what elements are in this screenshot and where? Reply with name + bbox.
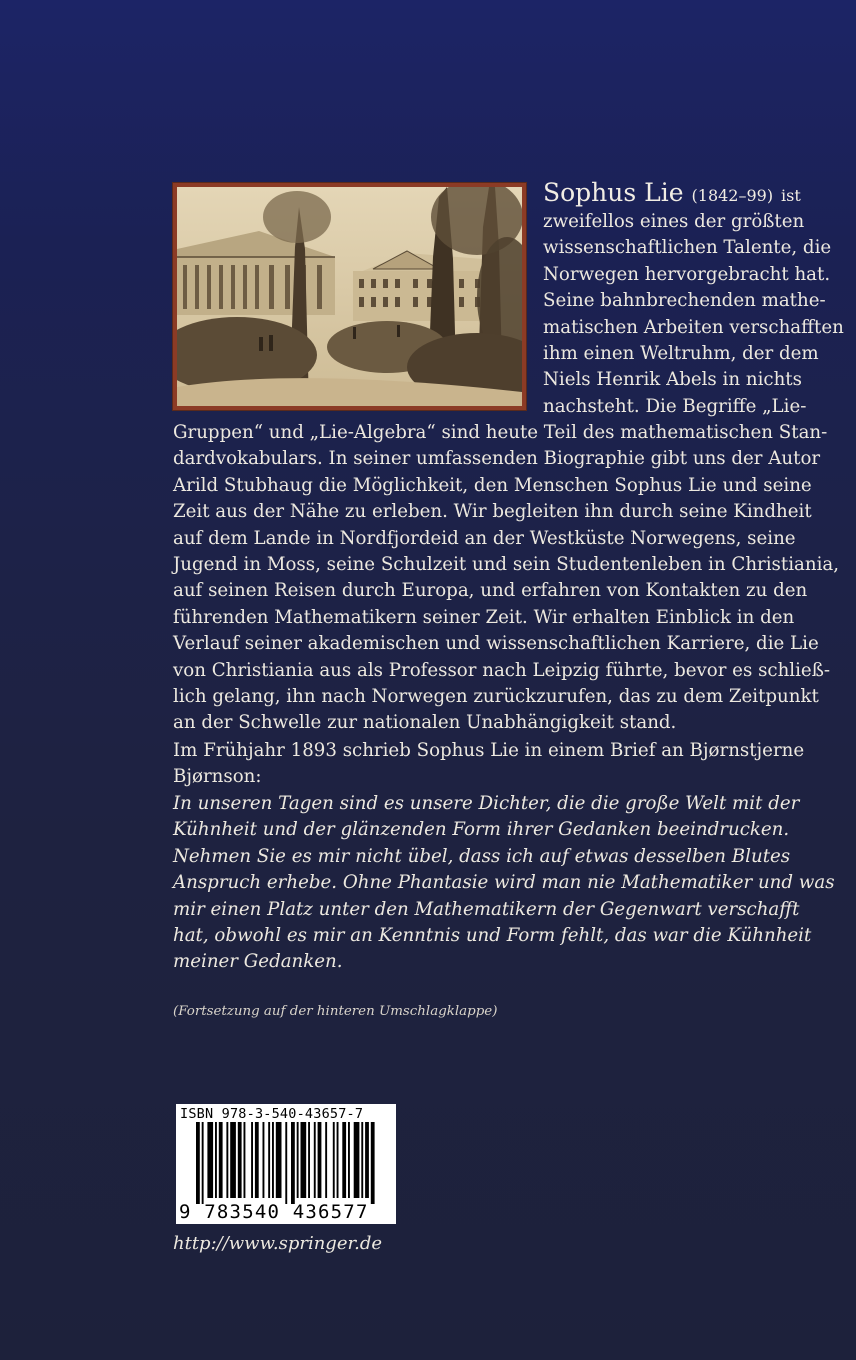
quote-line: mir einen Platz unter den Mathematikern der Gegenwart verschafft: [173, 898, 800, 920]
quote-line: meiner Gedanken.: [173, 951, 343, 973]
engraving-illustration: [177, 187, 522, 406]
blurb-line: wissenschaftlichen Talente, die: [543, 237, 832, 259]
blurb-line: Norwegen hervorgebracht hat.: [543, 263, 831, 285]
subject-name: Sophus Lie: [543, 178, 684, 207]
blurb-line: ihm einen Weltruhm, der dem: [543, 342, 819, 364]
isbn-barcode-label: [176, 1104, 396, 1224]
blurb-line: zweifellos eines der größten: [543, 211, 805, 232]
blurb-line: Jugend in Moss, seine Schulzeit und sein Studentenleben in Christiania,: [173, 553, 840, 575]
letter-intro-line: Bjørnson:: [173, 766, 262, 788]
university-engraving-image: [173, 183, 526, 410]
blurb-line: lich gelang, ihn nach Norwegen zurückzurufen, das zu dem Zeitpunkt: [173, 685, 819, 707]
blurb-line: führenden Mathematikern seiner Zeit. Wir erhalten Einblick in den: [173, 606, 795, 628]
blurb-line: von Christiania aus als Professor nach Leipzig führte, bevor es schließ-: [173, 659, 830, 681]
blurb-line: dardvokabulars. In seiner umfassenden Biographie gibt uns der Autor: [173, 448, 821, 470]
blurb-line: Zeit aus der Nähe zu erleben. Wir begleiten ihn durch seine Kindheit: [173, 501, 812, 523]
subject-dates: (1842–99): [691, 186, 774, 205]
letter-intro: [173, 738, 804, 791]
quote-line: Nehmen Sie es mir nicht übel, dass ich auf etwas desselben Blutes: [173, 845, 791, 867]
title-tail: ist: [781, 186, 801, 205]
letter-quote: [173, 791, 835, 976]
blurb-line: Arild Stubhaug die Möglichkeit, den Menschen Sophus Lie und seine: [173, 474, 812, 496]
blurb-line: Seine bahnbrechenden mathe-: [543, 290, 826, 312]
letter-intro-line: Im Frühjahr 1893 schrieb Sophus Lie in einem Brief an Bjørnstjerne: [173, 740, 805, 761]
blurb-full-block: [173, 420, 839, 737]
ean-digits: 9 783540 436577: [179, 1201, 369, 1223]
continuation-note: (Fortsetzung auf der hinteren Umschlagklappe): [173, 1004, 498, 1019]
blurb-wrapped-block: [543, 209, 844, 420]
quote-line: In unseren Tagen sind es unsere Dichter, die die große Welt mit der: [173, 793, 800, 814]
blurb-line: auf dem Lande in Nordfjordeid an der Westküste Norwegens, seine: [173, 527, 796, 549]
quote-line: Kühnheit und der glänzenden Form ihrer Gedanken beeindrucken.: [173, 819, 790, 841]
quote-line: hat, obwohl es mir an Kenntnis und Form fehlt, das war die Kühnheit: [173, 924, 812, 946]
blurb-line: an der Schwelle zur nationalen Unabhängigkeit stand.: [173, 712, 677, 734]
blurb-line: Niels Henrik Abels in nichts: [543, 369, 802, 391]
blurb-line: auf seinen Reisen durch Europa, und erfahren von Kontakten zu den: [173, 580, 808, 602]
publisher-url[interactable]: http://www.springer.de: [173, 1233, 382, 1254]
lead-title: [543, 177, 801, 212]
blurb-line: matischen Arbeiten verschafften: [543, 316, 844, 338]
blurb-line: Gruppen“ und „Lie-Algebra“ sind heute Teil des mathematischen Stan-: [173, 422, 828, 443]
blurb-line: nachsteht. Die Begriffe „Lie-: [543, 395, 807, 417]
quote-line: Anspruch erhebe. Ohne Phantasie wird man nie Mathematiker und was: [173, 872, 835, 894]
isbn-number: ISBN 978-3-540-43657-7: [180, 1106, 364, 1122]
blurb-line: Verlauf seiner akademischen und wissenschaftlichen Karriere, die Lie: [173, 633, 819, 655]
